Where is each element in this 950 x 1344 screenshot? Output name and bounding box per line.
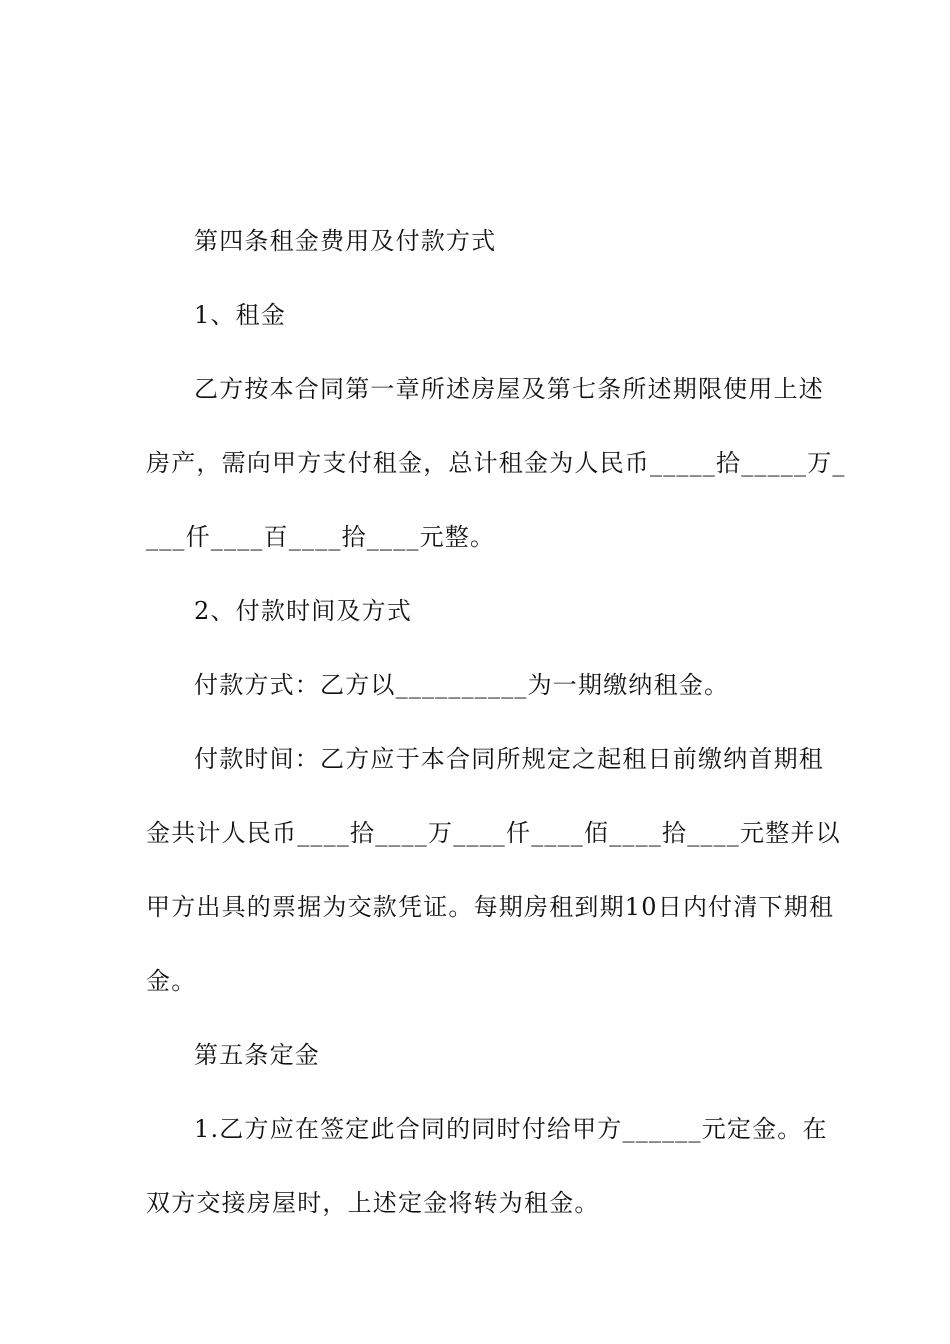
item1-title: 1、租金 xyxy=(194,301,287,329)
document-body xyxy=(146,204,846,1240)
payment-time-line-3: 甲方出具的票据为交款凭证。每期房租到期10日内付清下期租 xyxy=(146,893,835,921)
section4-title: 第四条租金费用及付款方式 xyxy=(194,227,497,255)
payment-method: 付款方式：乙方以__________为一期缴纳租金。 xyxy=(194,671,730,699)
deposit-line-2: 双方交接房屋时，上述定金将转为租金。 xyxy=(146,1189,600,1217)
section5-title: 第五条定金 xyxy=(194,1041,320,1069)
item1-line-2: 房产，需向甲方支付租金，总计租金为人民币_____拾_____万_ xyxy=(146,449,846,477)
item1-line-3: ___仟____百____拾____元整。 xyxy=(146,523,496,551)
item1-line-1: 乙方按本合同第一章所述房屋及第七条所述期限使用上述 xyxy=(194,375,824,403)
payment-time-paragraph xyxy=(146,722,841,1018)
deposit-paragraph xyxy=(146,1092,828,1240)
payment-time-line-2: 金共计人民币____拾____万____仟____佰____拾____元整并以 xyxy=(146,819,841,847)
payment-time-line-1: 付款时间：乙方应于本合同所规定之起租日前缴纳首期租 xyxy=(194,745,824,773)
item1-paragraph xyxy=(146,352,846,574)
item2-title: 2、付款时间及方式 xyxy=(194,597,413,625)
payment-time-line-4: 金。 xyxy=(146,967,197,995)
deposit-line-1: 1.乙方应在签定此合同的同时付给甲方______元定金。在 xyxy=(194,1115,828,1143)
